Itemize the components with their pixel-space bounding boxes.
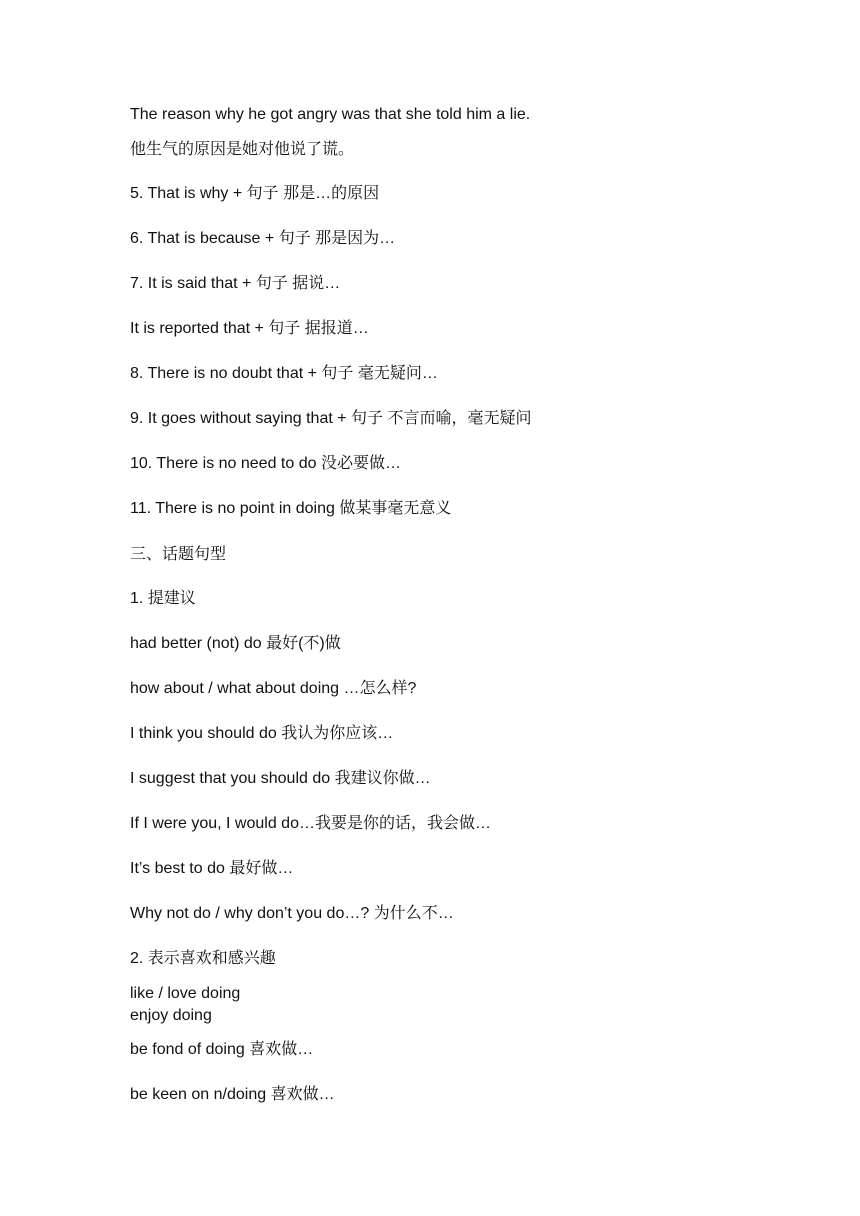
text-line: be keen on n/doing 喜欢做… bbox=[130, 1086, 335, 1103]
text-line: It is reported that + 句子 据报道… bbox=[130, 320, 369, 337]
text-line: like / love doing bbox=[130, 985, 241, 1002]
subsection-heading: 2. 表示喜欢和感兴趣 bbox=[130, 950, 276, 967]
text-line: 9. It goes without saying that + 句子 不言而喻，毫无疑问 bbox=[130, 410, 532, 427]
section-heading: 三、话题句型 bbox=[130, 544, 227, 563]
text-line: 11. There is no point in doing 做某事毫无意义 bbox=[130, 500, 452, 517]
text-line: It’s best to do 最好做… bbox=[130, 860, 294, 877]
text-line: 6. That is because + 句子 那是因为… bbox=[130, 230, 396, 247]
text-line: I suggest that you should do 我建议你做… bbox=[130, 770, 431, 787]
text-line: be fond of doing 喜欢做… bbox=[130, 1041, 314, 1058]
text-line: 5. That is why + 句子 那是…的原因 bbox=[130, 185, 380, 202]
text-line: enjoy doing bbox=[130, 1007, 212, 1024]
text-line: 7. It is said that + 句子 据说… bbox=[130, 275, 341, 292]
text-line: I think you should do 我认为你应该… bbox=[130, 725, 394, 742]
text-line: The reason why he got angry was that she told him a lie. bbox=[130, 106, 531, 123]
text-line: 8. There is no doubt that + 句子 毫无疑问… bbox=[130, 365, 438, 382]
subsection-heading: 1. 提建议 bbox=[130, 590, 196, 607]
text-line: Why not do / why don’t you do…? 为什么不… bbox=[130, 905, 454, 922]
text-line: 他生气的原因是她对他说了谎。 bbox=[130, 139, 355, 158]
text-line: 10. There is no need to do 没必要做… bbox=[130, 455, 401, 472]
text-line: how about / what about doing …怎么样? bbox=[130, 680, 417, 697]
text-line: had better (not) do 最好(不)做 bbox=[130, 635, 341, 652]
text-line: If I were you, I would do…我要是你的话，我会做… bbox=[130, 815, 491, 832]
